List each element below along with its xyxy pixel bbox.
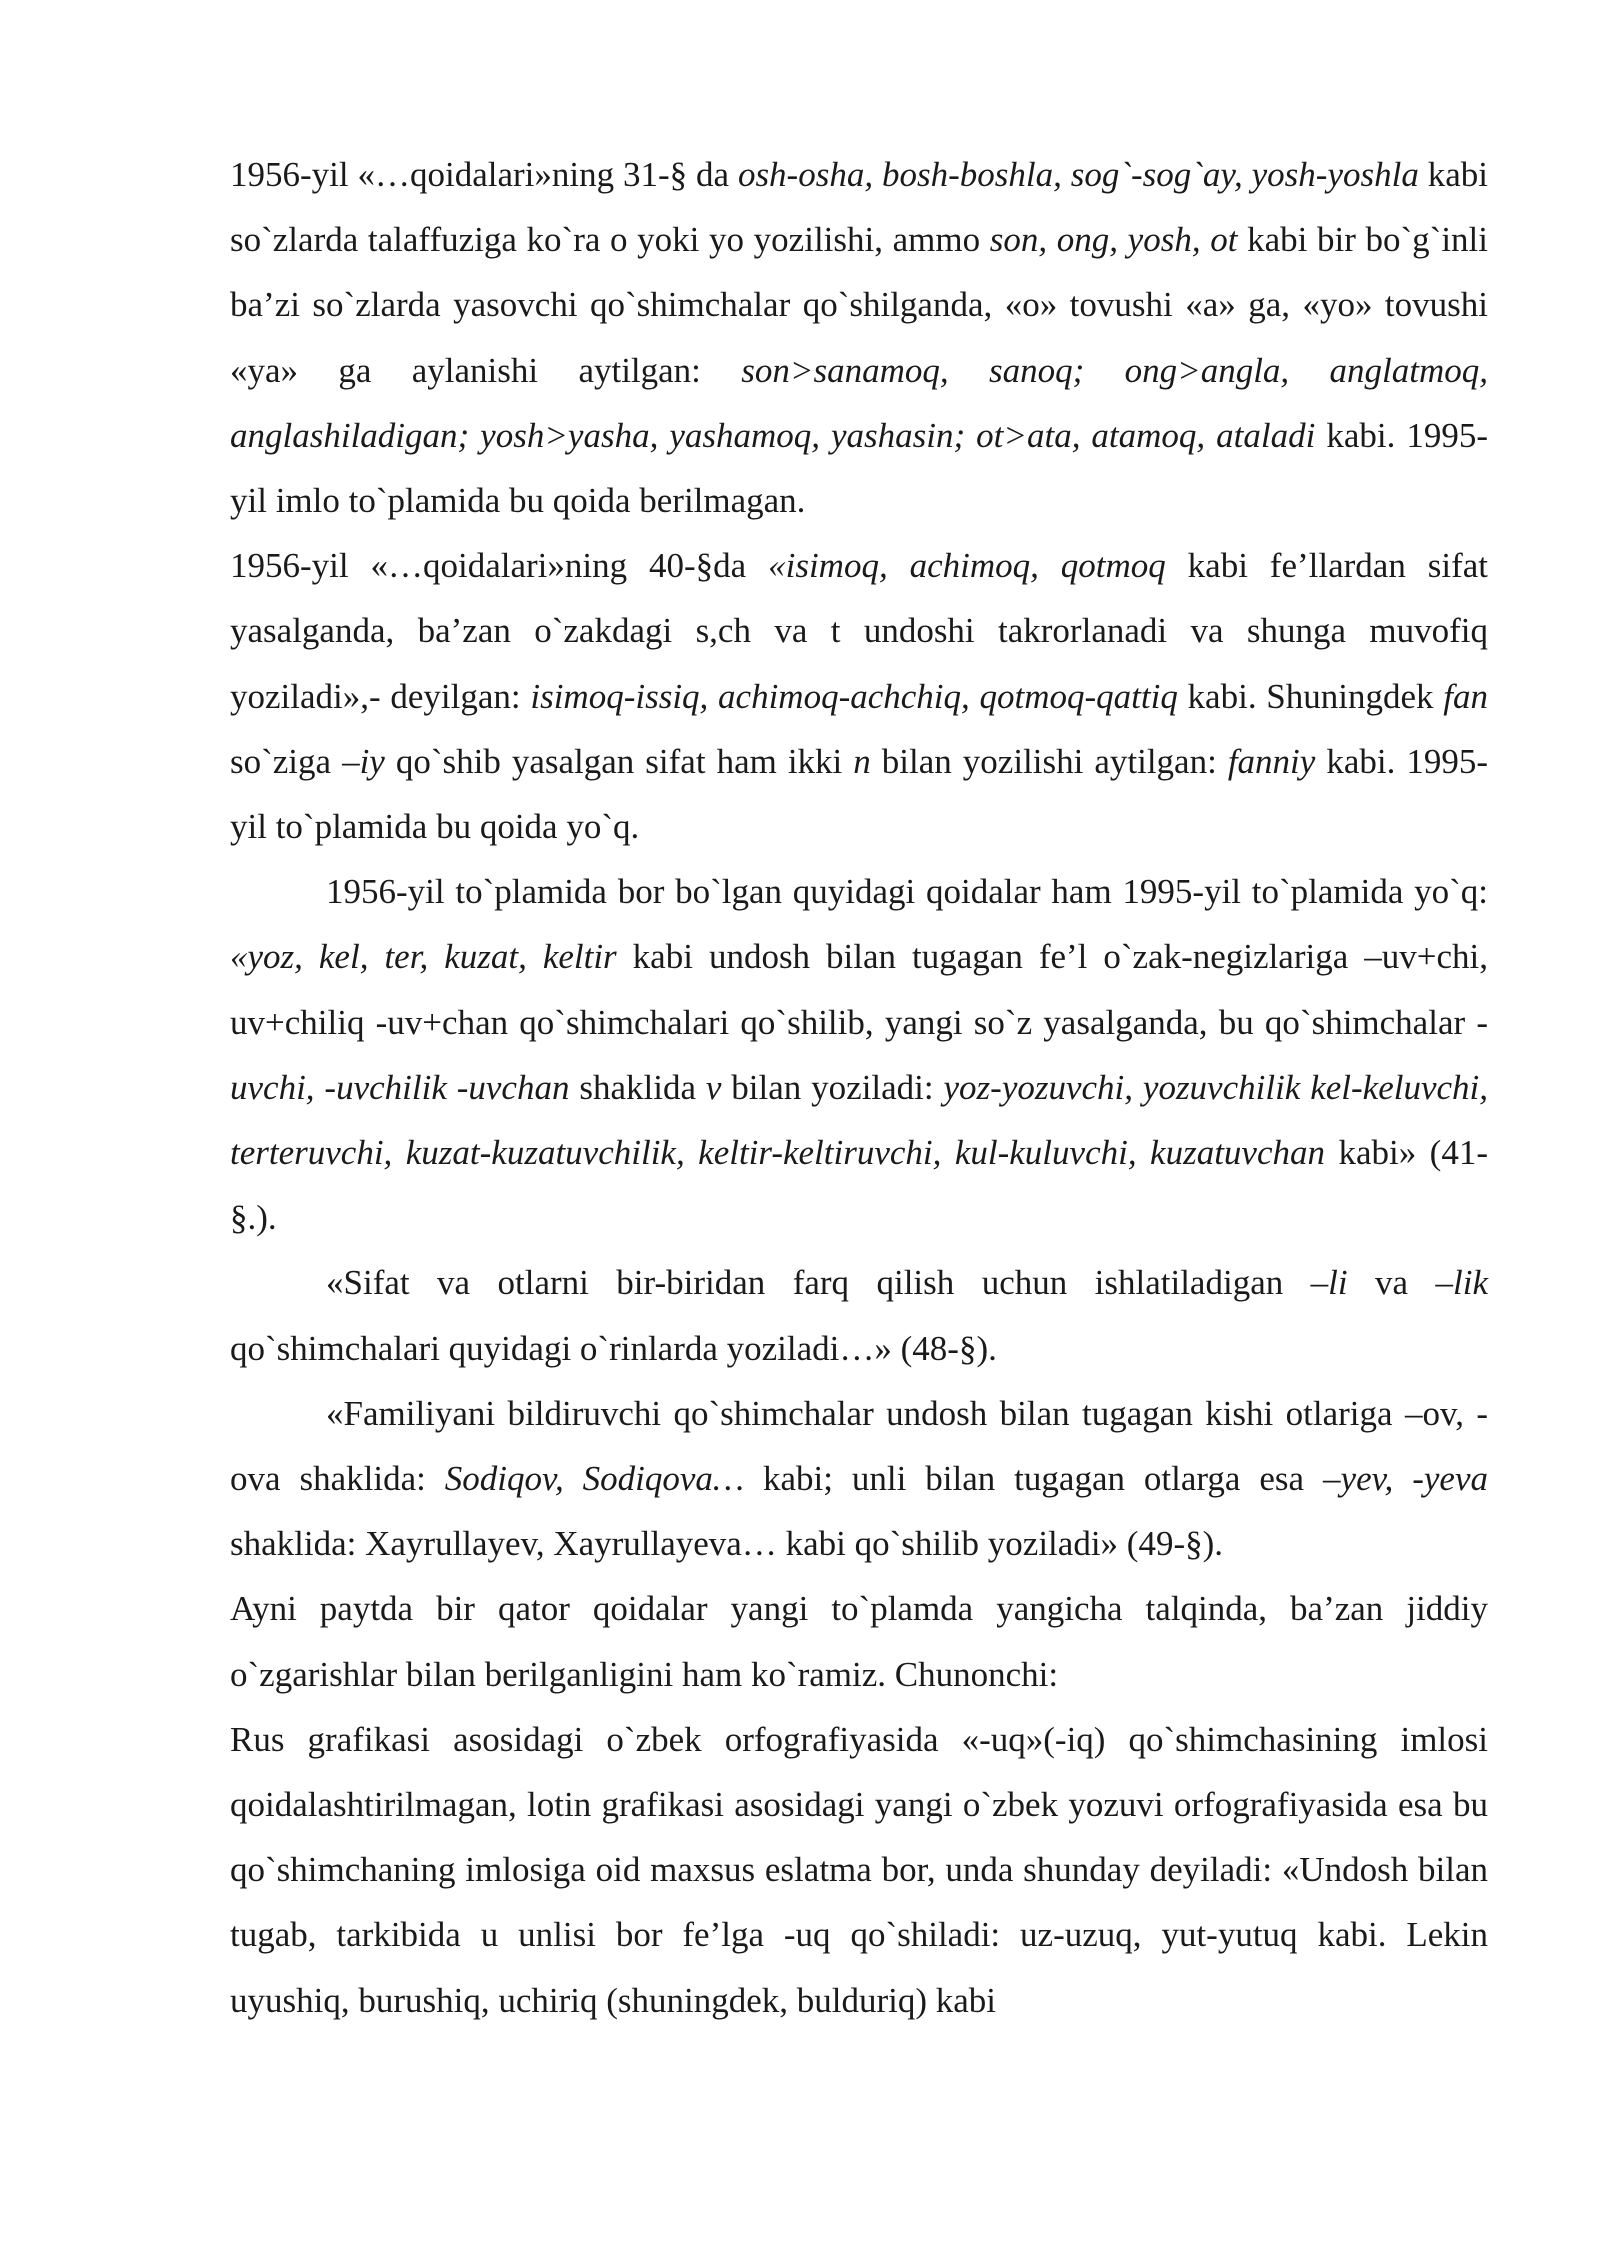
- text-run: shaklida: Xayrullayev, Xayrullayeva… kabi qo`shilib yoziladi» (49-§).: [230, 1524, 1224, 1564]
- italic-text-run: osh-osha, bosh-boshla, sog`-sog`ay, yosh-yoshla: [737, 155, 1419, 194]
- italic-text-run: «isimoq, achimoq, qotmoq: [768, 546, 1166, 586]
- italic-text-run: fan: [1443, 676, 1488, 716]
- paragraph-3: [230, 859, 1488, 1250]
- italic-text-run: li: [1328, 1263, 1348, 1303]
- italic-text-run: son>sanamoq, sanoq; ong>angla, anglatmoq, anglashiladigan; yosh>yasha, yashamoq, yashasin; ot>ata, atamoq, ataladi: [230, 350, 1488, 455]
- text-run: kabi so`zlarda talaffuziga ko`ra o yoki yo yozilishi, ammo: [230, 155, 1488, 260]
- italic-text-run: isimoq-issiq, achimoq-achchiq, qotmoq-qattiq: [530, 676, 1178, 716]
- text-run: shaklida: [569, 1067, 706, 1107]
- italic-text-run: Sodiqov, Sodiqova…: [444, 1459, 745, 1499]
- italic-text-run: «yoz, kel, ter, kuzat, keltir: [230, 937, 617, 977]
- paragraph-5: [230, 1381, 1488, 1577]
- document-page: [230, 142, 1488, 2033]
- text-run: 1956-yil to`plamida bor bo`lgan quyidagi qoidalar ham 1995-yil to`plamida yo`q:: [326, 872, 1488, 912]
- italic-text-run: iy: [359, 741, 385, 781]
- paragraph-4: [230, 1250, 1488, 1380]
- paragraph-2: [230, 533, 1488, 859]
- text-run: «Sifat va otlarni bir-biridan farq qilish uchun ishlatiladigan –: [326, 1263, 1329, 1303]
- text-run: «Familiyani bildiruvchi qo`shimchalar undosh bilan tugagan kishi otlariga –ov, -ova shaklida:: [230, 1393, 1488, 1499]
- text-run: so`ziga –: [230, 741, 360, 781]
- italic-text-run: fanniy: [1227, 741, 1316, 781]
- text-run: kabi. 1995-yil to`plamida bu qoida yo`q.: [230, 741, 1488, 847]
- italic-text-run: son, ong, yosh, ot: [989, 220, 1238, 260]
- text-run: Rus grafikasi asosidagi o`zbek orfografiyasida «-uq»(-iq) qo`shimchasining imlosi qoidalashtirilmagan, lotin grafikasi asosidagi yangi o`zbek yozuvi orfografiyasida esa bu qo`shimchaning imlosiga oid maxsus eslatma bor, unda shunday deyiladi: «Undosh bilan tugab, tarkibida u unlisi bor fe’lga -uq qo`shiladi: uz-uzuq, yut-yutuq kabi. Lekin uyushiq, burushiq, uchiriq (shuningdek, bulduriq) kabi: [230, 1719, 1488, 2020]
- text-run: kabi undosh bilan tugagan fe’l o`zak-negizlariga –uv+chi, uv+chiliq -uv+chan qo`shimchalari qo`shilib, yangi so`z yasalganda, bu qo`shimchalar: [230, 937, 1488, 1042]
- text-run: kabi; unli bilan tugagan otlarga esa –: [744, 1459, 1341, 1499]
- text-run: kabi. 1995-yil imlo to`plamida bu qoida berilmagan.: [230, 415, 1488, 521]
- italic-text-run: yev, -yeva: [1340, 1459, 1488, 1499]
- italic-text-run: v: [705, 1067, 722, 1107]
- text-run: 1956-yil «…qoidalari»ning 31-§ da: [230, 155, 738, 194]
- text-run: bilan yoziladi:: [721, 1067, 944, 1107]
- italic-text-run: n: [853, 741, 871, 781]
- text-run: kabi fe’llardan sifat yasalganda, ba’zan o`zakdagi s,ch va t undoshi takrorlanadi va shunga muvofiq yoziladi»,- deyilgan:: [230, 546, 1488, 716]
- paragraph-1: [230, 142, 1488, 533]
- text-run: va –: [1347, 1263, 1454, 1303]
- text-run: kabi» (41-§.).: [230, 1133, 1488, 1238]
- italic-text-run: lik: [1453, 1263, 1488, 1303]
- italic-text-run: yoz-yozuvchi, yozuvchilik kel-keluvchi, terteruvchi, kuzat-kuzatuvchilik, keltir-keltiruvchi, kul-kuluvchi, kuzatuvchan: [230, 1067, 1489, 1173]
- text-run: kabi. Shuningdek: [1177, 676, 1444, 716]
- text-run: 1956-yil «…qoidalari»ning 40-§da: [230, 546, 769, 586]
- text-run: Ayni paytda bir qator qoidalar yangi to`plamda yangicha talqinda, ba’zan jiddiy o`zgarishlar bilan berilganligini ham ko`ramiz. Chunonchi:: [230, 1589, 1488, 1694]
- text-run: kabi bir bo`g`inli ba’zi so`zlarda yasovchi qo`shimchalar qo`shilganda, «o» tovushi «a» ga, «yo» tovushi «ya» ga aylanishi aytilgan:: [230, 220, 1489, 390]
- paragraph-7: [230, 1707, 1488, 2033]
- paragraph-6: [230, 1576, 1488, 1706]
- text-run: qo`shimchalari quyidagi o`rinlarda yoziladi…» (48-§).: [230, 1328, 997, 1368]
- text-run: bilan yozilishi aytilgan:: [870, 741, 1228, 781]
- text-run: qo`shib yasalgan sifat ham ikki: [384, 741, 854, 781]
- italic-text-run: -uvchi, -uvchilik -uvchan: [230, 1002, 1488, 1107]
